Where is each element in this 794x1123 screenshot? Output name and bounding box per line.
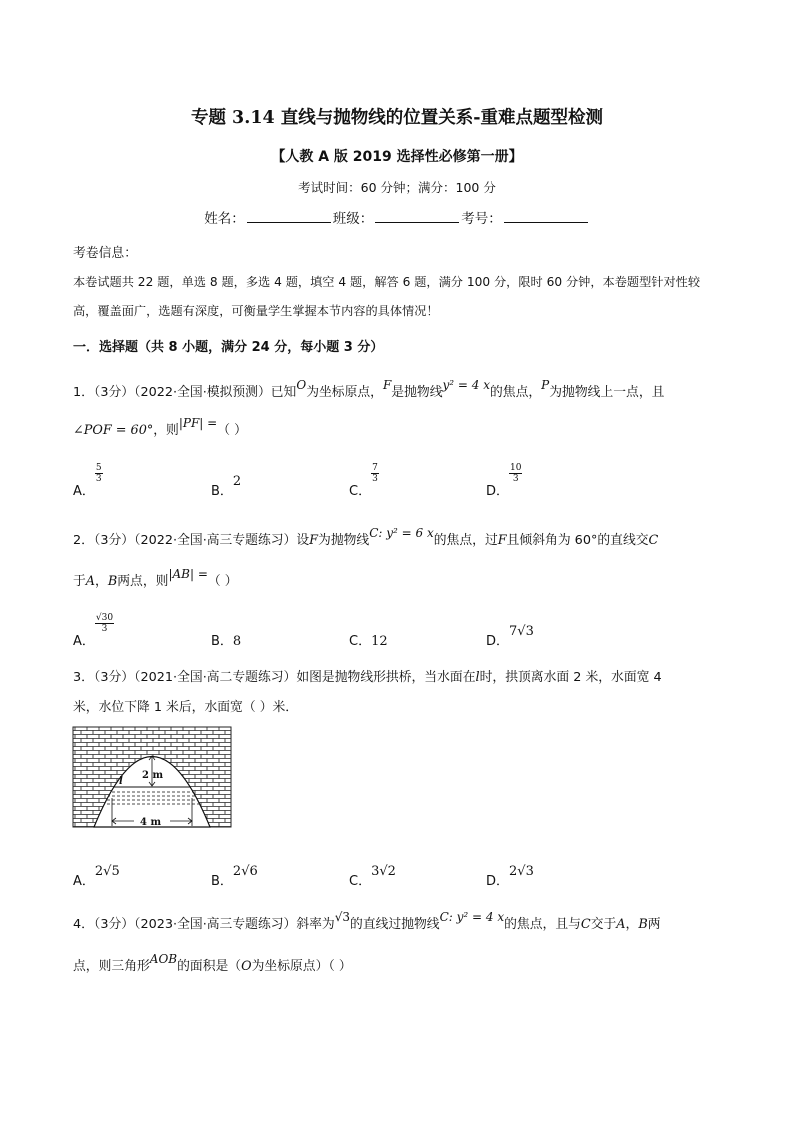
page-title: 专题 3.14 直线与抛物线的位置关系-重难点题型检测: [190, 108, 604, 128]
name-label: 姓名：: [204, 211, 245, 227]
question-4-line-2: 点，则三角形AOB的面积是（O为坐标原点）（ ）: [73, 952, 352, 974]
q3-option-d[interactable]: D．2√3: [486, 864, 534, 889]
q1-option-d[interactable]: D． $\frac{10}{3}$: [486, 463, 522, 499]
info-line-2: 高，覆盖面广，选题有深度，可衡量学生掌握本节内容的具体情况！: [73, 304, 439, 318]
q2-option-d[interactable]: D．7√3: [486, 624, 534, 649]
q1-option-b[interactable]: B．2: [211, 474, 242, 499]
edition-subtitle: 【人教 A 版 2019 选择性必修第一册】: [271, 149, 523, 165]
student-fields: [0, 207, 794, 227]
q3-option-c[interactable]: C．3√2: [349, 864, 396, 889]
height-label: 2 m: [142, 770, 164, 781]
number-field[interactable]: [504, 209, 588, 223]
question-1-line-1: 1．（3分）（2022·全国·模拟预测）已知O为坐标原点，F是抛物线y² = 4 x的焦点，P为抛物线上一点，且: [73, 378, 665, 400]
q2-option-a[interactable]: A． $\frac{√30}{3}$: [73, 613, 114, 649]
section-heading: 一．选择题（共 8 小题，满分 24 分，每小题 3 分）: [73, 340, 384, 355]
question-2-line-2: 于A，B两点，则|AB| =（ ）: [73, 567, 238, 589]
name-field[interactable]: [247, 209, 331, 223]
question-3-line-2: 米，水位下降 1 米后，水面宽（ ）米．: [73, 700, 299, 715]
q3-option-b[interactable]: B．2√6: [211, 864, 258, 889]
width-label: 4 m: [140, 817, 162, 828]
info-label: 考卷信息：: [73, 246, 137, 261]
q3-option-a[interactable]: A．2√5: [73, 864, 120, 889]
q2-option-b[interactable]: B．8: [211, 634, 242, 649]
question-4-line-1: 4．（3分）（2023·全国·高三专题练习）斜率为√3的直线过抛物线C: y² = 4 x的焦点，且与C交于A，B两: [73, 910, 661, 932]
q1-option-c[interactable]: C． $\frac{7}{3}$: [349, 463, 378, 499]
number-label: 考号：: [461, 211, 502, 227]
question-3-line-1: 3．（3分）（2021·全国·高二专题练习）如图是抛物线形拱桥，当水面在l时，拱顶离水面 2 米，水面宽 4: [73, 670, 662, 685]
q1-option-a[interactable]: A． $\frac{5}{3}$: [73, 463, 102, 499]
question-2-line-1: 2．（3分）（2022·全国·高三专题练习）设F为抛物线C: y² = 6 x的焦点，过F且倾斜角为 60°的直线交C: [73, 526, 659, 548]
class-field[interactable]: [375, 209, 459, 223]
arch-bridge-figure: [72, 726, 232, 828]
l-label: l: [119, 776, 123, 787]
info-line-1: 本卷试题共 22 题，单选 8 题，多选 4 题，填空 4 题，解答 6 题，满分 100 分，限时 60 分钟，本卷题型针对性较: [73, 275, 701, 289]
q2-option-c[interactable]: C．12: [349, 634, 388, 649]
question-1-line-2: ∠POF = 60°，则|PF| =（ ）: [73, 416, 247, 438]
class-label: 班级：: [332, 211, 374, 227]
exam-info: 考试时间：60 分钟；满分：100 分: [298, 180, 496, 195]
